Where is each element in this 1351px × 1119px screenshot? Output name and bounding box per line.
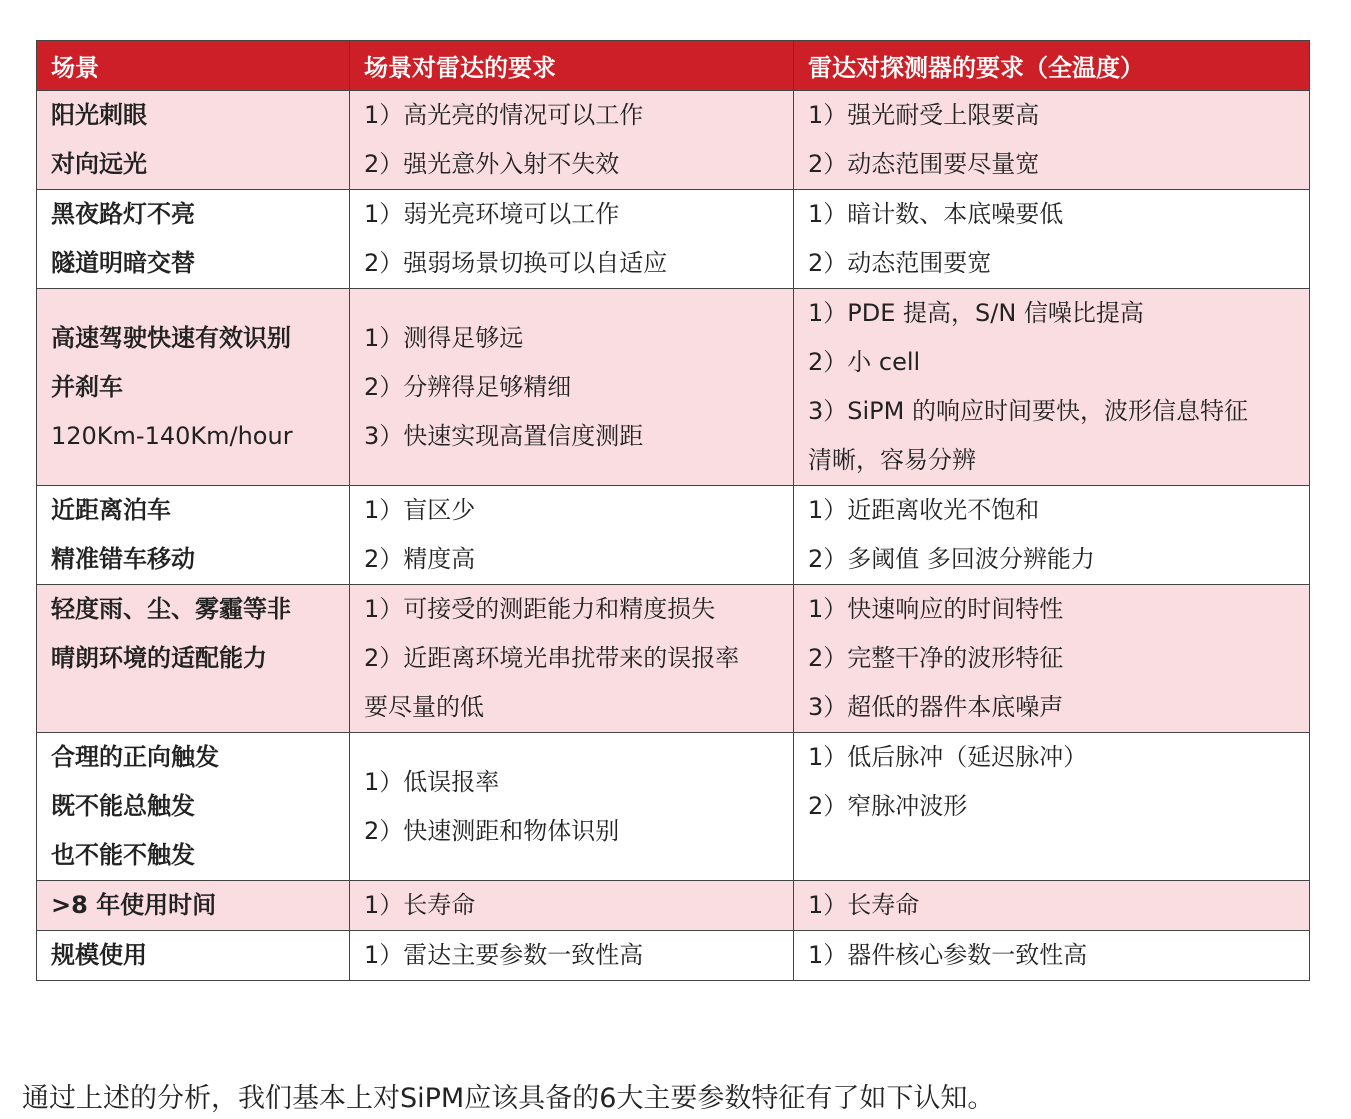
- detector-line: 2）多阈值 多回波分辨能力: [808, 545, 1095, 573]
- radar-line: 1）雷达主要参数一致性高: [364, 941, 644, 969]
- scene-cell: [37, 733, 350, 881]
- radar-line: 2）近距离环境光串扰带来的误报率: [364, 644, 740, 672]
- scene-line: 阳光刺眼: [51, 101, 147, 129]
- radar-line: 2）快速测距和物体识别: [364, 816, 620, 845]
- detector-line: 清晰，容易分辨: [808, 446, 976, 474]
- radar-line: 1）高光亮的情况可以工作: [364, 101, 644, 129]
- table-row: [37, 585, 1310, 733]
- requirements-table: [36, 40, 1310, 981]
- table-row: [37, 190, 1310, 289]
- scene-line: 合理的正向触发: [51, 743, 219, 771]
- scene-line: 120Km-140Km/hour: [51, 421, 293, 450]
- radar-line: 2）强光意外入射不失效: [364, 150, 620, 178]
- detector-cell: [794, 91, 1310, 190]
- header-radar-requirements: 场景对雷达的要求: [350, 41, 794, 91]
- radar-line: 1）长寿命: [364, 891, 476, 919]
- scene-line: 也不能不触发: [51, 841, 195, 869]
- detector-cell: [794, 289, 1310, 486]
- detector-cell: [794, 585, 1310, 733]
- scene-cell: [37, 190, 350, 289]
- table-row: [37, 91, 1310, 190]
- scene-line: 既不能总触发: [51, 792, 195, 820]
- detector-cell: [794, 190, 1310, 289]
- radar-line: 2）分辨得足够精细: [364, 372, 572, 401]
- table-row: [37, 881, 1310, 931]
- detector-line: 1）器件核心参数一致性高: [808, 941, 1088, 969]
- radar-line: 1）测得足够远: [364, 323, 524, 352]
- detector-line: 1）PDE 提高，S/N 信噪比提高: [808, 299, 1144, 327]
- radar-cell: [350, 931, 794, 981]
- detector-line: 1）暗计数、本底噪要低: [808, 200, 1064, 228]
- detector-line: 1）长寿命: [808, 891, 920, 919]
- radar-cell: [350, 91, 794, 190]
- detector-cell: [794, 931, 1310, 981]
- radar-cell: [350, 190, 794, 289]
- radar-line: 3）快速实现高置信度测距: [364, 421, 644, 450]
- radar-line: 1）盲区少: [364, 496, 476, 524]
- radar-cell: [350, 733, 794, 881]
- detector-line: 2）窄脉冲波形: [808, 792, 968, 820]
- scene-line: 近距离泊车: [51, 496, 171, 524]
- footer-paragraph: 通过上述的分析，我们基本上对SiPM应该具备的6大主要参数特征有了如下认知。: [22, 1083, 995, 1114]
- scene-line: 对向远光: [51, 150, 147, 178]
- scene-line: 黑夜路灯不亮: [51, 200, 195, 228]
- radar-line: 2）精度高: [364, 545, 476, 573]
- scene-line: 隧道明暗交替: [51, 249, 195, 277]
- scene-cell: [37, 585, 350, 733]
- table-row: [37, 733, 1310, 881]
- header-detector-requirements: 雷达对探测器的要求（全温度）: [794, 41, 1310, 91]
- detector-line: 1）近距离收光不饱和: [808, 496, 1040, 524]
- scene-line: 精准错车移动: [51, 545, 195, 573]
- scene-line: 高速驾驶快速有效识别: [51, 323, 291, 352]
- radar-line: 2）强弱场景切换可以自适应: [364, 249, 668, 277]
- detector-line: 1）快速响应的时间特性: [808, 595, 1064, 623]
- table-row: [37, 486, 1310, 585]
- table-row: [37, 931, 1310, 981]
- detector-line: 2）小 cell: [808, 348, 921, 376]
- radar-line: 1）弱光亮环境可以工作: [364, 200, 620, 228]
- scene-line: 规模使用: [51, 941, 147, 969]
- detector-line: 2）动态范围要宽: [808, 249, 992, 277]
- radar-line: 1）低误报率: [364, 767, 500, 796]
- scene-line: 并刹车: [51, 372, 123, 401]
- radar-line: 1）可接受的测距能力和精度损失: [364, 595, 716, 623]
- scene-line: 轻度雨、尘、雾霾等非: [51, 595, 291, 623]
- radar-cell: [350, 486, 794, 585]
- radar-cell: [350, 585, 794, 733]
- detector-line: 3）SiPM 的响应时间要快，波形信息特征: [808, 397, 1248, 425]
- detector-line: 1）强光耐受上限要高: [808, 101, 1040, 129]
- table-body: [37, 91, 1310, 981]
- scene-cell: [37, 881, 350, 931]
- scene-cell: [37, 486, 350, 585]
- detector-line: 2）动态范围要尽量宽: [808, 150, 1040, 178]
- header-row: [37, 41, 1310, 91]
- table-row: [37, 289, 1310, 486]
- radar-cell: [350, 881, 794, 931]
- detector-line: 3）超低的器件本底噪声: [808, 693, 1064, 721]
- radar-cell: [350, 289, 794, 486]
- scene-cell: [37, 91, 350, 190]
- radar-line: 要尽量的低: [364, 693, 484, 721]
- detector-cell: [794, 733, 1310, 881]
- detector-cell: [794, 881, 1310, 931]
- header-scene: 场景: [37, 41, 350, 91]
- detector-line: 2）完整干净的波形特征: [808, 644, 1064, 672]
- scene-cell: [37, 289, 350, 486]
- scene-line: 晴朗环境的适配能力: [51, 644, 267, 672]
- table-header: [37, 41, 1310, 91]
- scene-cell: [37, 931, 350, 981]
- detector-line: 1）低后脉冲（延迟脉冲）: [808, 743, 1088, 771]
- scene-line: >8 年使用时间: [51, 891, 217, 919]
- detector-cell: [794, 486, 1310, 585]
